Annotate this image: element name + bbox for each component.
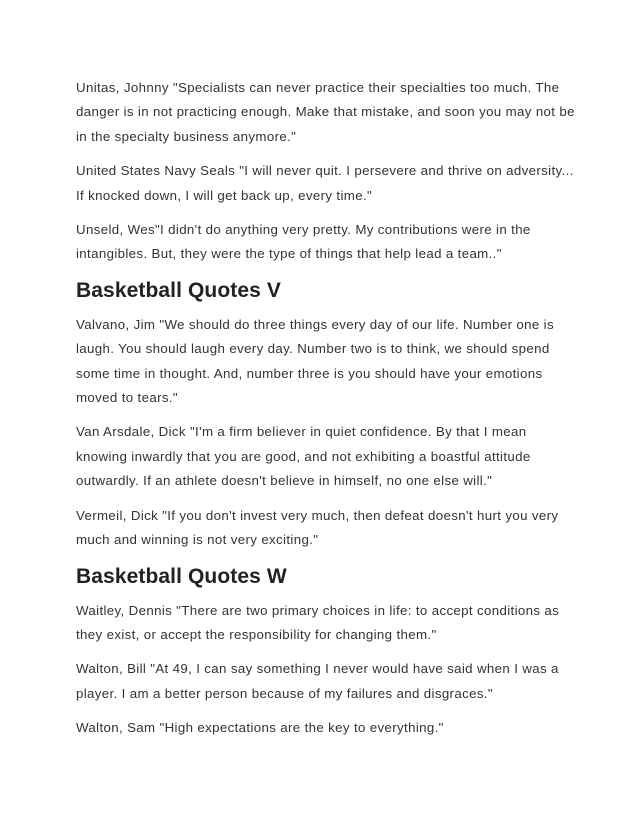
document-page — [76, 76, 576, 751]
quote-waitley: Waitley, Dennis "There are two primary choices in life: to accept conditions as they exist, or accept the responsibility for changing them." — [76, 602, 560, 642]
section-heading-w: Basketball Quotes W — [76, 564, 287, 588]
quote-walton-sam: Walton, Sam "High expectations are the key to everything." — [76, 720, 444, 736]
quote-unitas: Unitas, Johnny "Specialists can never practice their specialties too much. The danger is in not practicing enough. Make that mistake, and soon you may not be in the specialty business anymore." — [76, 80, 575, 144]
quote-navy-seals: United States Navy Seals "I will never quit. I persevere and thrive on adversity... If knocked down, I will get back up, every time." — [76, 163, 574, 203]
section-heading-v: Basketball Quotes V — [76, 278, 281, 302]
quote-vermeil: Vermeil, Dick "If you don't invest very much, then defeat doesn't hurt you very much and winning is not very exciting." — [76, 507, 559, 548]
quote-valvano: Valvano, Jim "We should do three things every day of our life. Number one is laugh. You should laugh every day. Number two is to think, we should spend some time in thought. And, number three is you should have your emotions moved to tears." — [76, 316, 554, 406]
quote-van-arsdale: Van Arsdale, Dick "I'm a firm believer in quiet confidence. By that I mean knowing inwardly that you are good, and not exhibiting a boastful attitude outwardly. If an athlete doesn't believe in himself, no one else will." — [76, 424, 531, 489]
quote-unseld: Unseld, Wes"I didn't do anything very pretty. My contributions were in the intangibles. But, they were the type of things that help lead a team.." — [76, 222, 531, 262]
quote-walton-bill: Walton, Bill "At 49, I can say something I never would have said when I was a player. I am a better person because of my failures and disgraces." — [76, 661, 559, 701]
